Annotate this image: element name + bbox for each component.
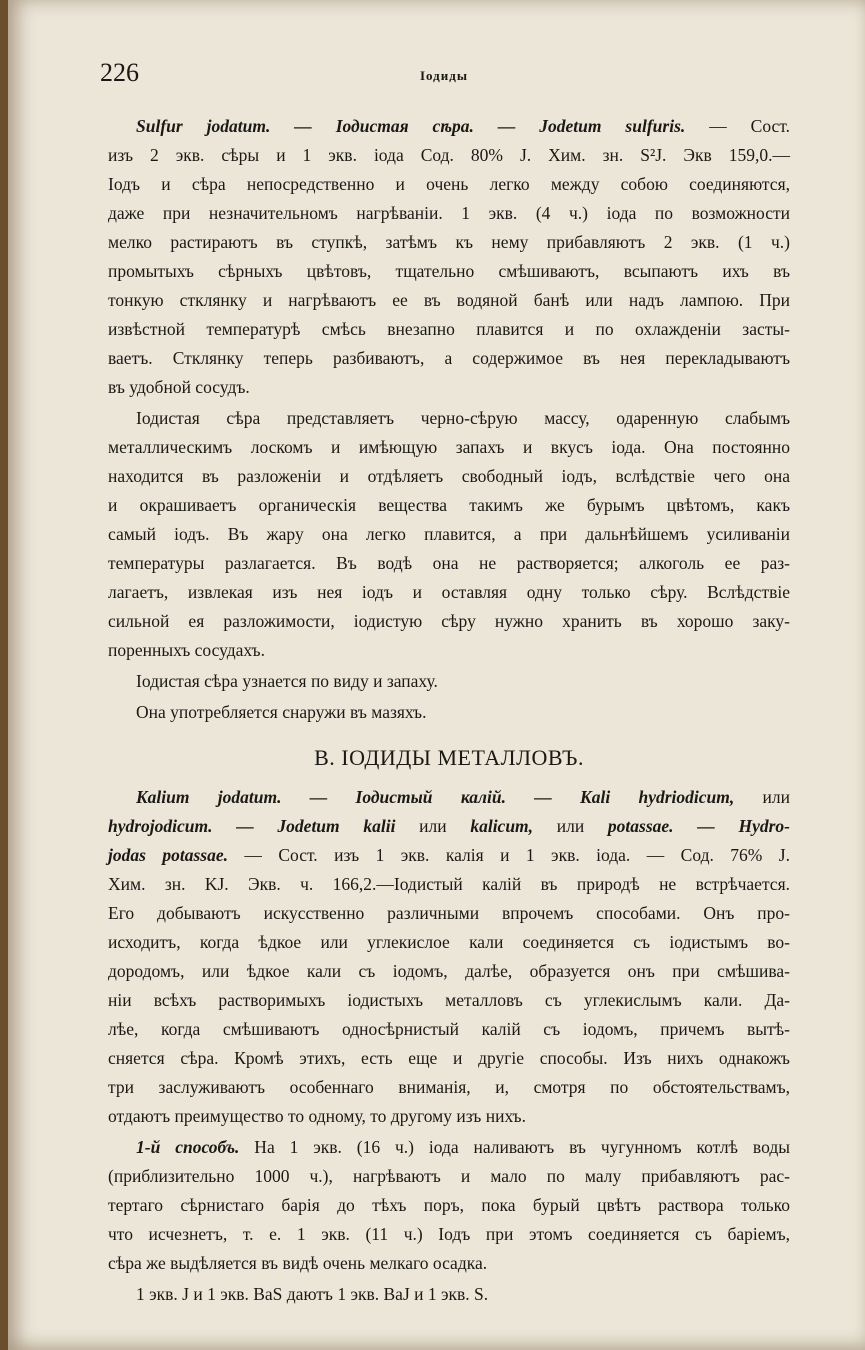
text-run: находится въ разложеніи и отдѣляетъ свободный іодъ, вслѣдствіе чего она xyxy=(108,466,790,486)
text-run: (приблизительно 1000 ч.), нагрѣваютъ и мало по малу прибавляютъ рас- xyxy=(108,1166,790,1186)
text-line xyxy=(108,841,790,870)
italic-term: jodas potassae. xyxy=(108,845,228,865)
book-page xyxy=(8,0,865,1350)
text-line xyxy=(108,286,790,315)
text-line xyxy=(108,928,790,957)
running-head: Іодиды xyxy=(420,68,468,83)
text-run: ніи всѣхъ растворимыхъ іодистыхъ металловъ съ углекислымъ кали. Да- xyxy=(108,990,790,1010)
italic-term: Sulfur jodatum. — Іодистая сѣра. — Jodetum sulfuris. xyxy=(136,116,686,136)
page-body xyxy=(108,112,790,1309)
text-line xyxy=(108,141,790,170)
text-run: сѣра же выдѣляется въ видѣ очень мелкаго осадка. xyxy=(108,1253,488,1273)
text-run: Іодъ и сѣра непосредственно и очень легко между собою соединяются, xyxy=(108,174,790,194)
section-title: B. ІОДИДЫ МЕТАЛЛОВЪ. xyxy=(314,745,584,770)
page-header xyxy=(100,58,790,98)
text-line xyxy=(108,112,790,141)
text-run: что исчезнетъ, т. е. 1 экв. (11 ч.) Іодъ при этомъ соединяется съ баріемъ, xyxy=(108,1224,790,1244)
text-line xyxy=(108,1133,790,1162)
text-line xyxy=(108,899,790,928)
paragraph xyxy=(108,1280,790,1309)
paragraph xyxy=(108,112,790,402)
text-line xyxy=(108,578,790,607)
text-line xyxy=(108,549,790,578)
text-line xyxy=(108,1220,790,1249)
paragraph xyxy=(108,667,790,696)
paragraph xyxy=(108,1133,790,1278)
italic-term: 1-й способъ. xyxy=(136,1137,240,1157)
text-run: металлическимъ лоскомъ и имѣющую запахъ и вкусъ іода. Она постоянно xyxy=(108,437,790,457)
text-line xyxy=(108,491,790,520)
text-line xyxy=(108,957,790,986)
text-line xyxy=(108,170,790,199)
text-run: изъ 2 экв. сѣры и 1 экв. іода Сод. 80% J. Хим. зн. S²J. Экв 159,0.— xyxy=(108,145,790,165)
text-run: Іодистая сѣра узнается по виду и запаху. xyxy=(136,671,438,691)
text-run: Хим. зн. KJ. Экв. ч. 166,2.—Іодистый калій въ природѣ не встрѣчается. xyxy=(108,874,790,894)
text-run: промытыхъ сѣрныхъ цвѣтовъ, тщательно смѣшиваютъ, всыпаютъ ихъ въ xyxy=(108,261,790,281)
text-line xyxy=(108,257,790,286)
text-line xyxy=(108,1162,790,1191)
text-line xyxy=(108,199,790,228)
paragraph xyxy=(108,698,790,727)
text-line xyxy=(108,228,790,257)
text-run: тонкую стклянку и нагрѣваютъ ее въ водяной банѣ или надъ лампою. При xyxy=(108,290,790,310)
text-run: мелко растираютъ въ ступкѣ, затѣмъ къ нему прибавляютъ 2 экв. (1 ч.) xyxy=(108,232,790,252)
italic-term: hydrojodicum. — Jodetum kalii xyxy=(108,816,396,836)
text-run: сильной ея разложимости, іодистую сѣру нужно хранить въ хорошо заку- xyxy=(108,611,790,631)
text-run: Она употребляется снаружи въ мазяхъ. xyxy=(136,702,427,722)
italic-term: Kalium jodatum. — Іодистый калій. — Kali hydriodicum, xyxy=(136,787,735,807)
text-run: поренныхъ сосудахъ. xyxy=(108,640,265,660)
text-run: исходитъ, когда ѣдкое или углекислое кали соединяется съ іодистымъ во- xyxy=(108,932,790,952)
text-run: температуры разлагается. Въ водѣ она не растворяется; алкоголь ее раз- xyxy=(108,553,790,573)
text-run: и окрашиваетъ органическія вещества такимъ же бурымъ цвѣтомъ, какъ xyxy=(108,495,790,515)
text-line xyxy=(108,667,790,696)
text-run: — Сост. xyxy=(685,116,790,136)
text-line xyxy=(108,1102,790,1131)
text-run: тертаго сѣрнистаго барія до тѣхъ поръ, пока бурый цвѣтъ раствора только xyxy=(108,1195,790,1215)
paragraph xyxy=(108,404,790,665)
text-run: Іодистая сѣра представляетъ черно-сѣрую массу, одаренную слабымъ xyxy=(136,408,790,428)
text-run: или xyxy=(734,787,790,807)
italic-term: kalicum, xyxy=(470,816,534,836)
text-line xyxy=(108,812,790,841)
text-run: отдаютъ преимущество то одному, то другому изъ нихъ. xyxy=(108,1106,526,1126)
text-line xyxy=(108,607,790,636)
text-line xyxy=(108,1073,790,1102)
text-run: лѣе, когда смѣшиваютъ односѣрнистый калій съ іодомъ, причемъ вытѣ- xyxy=(108,1019,790,1039)
text-line xyxy=(108,433,790,462)
text-run: или xyxy=(395,816,471,836)
paragraph xyxy=(108,783,790,1131)
text-line xyxy=(108,462,790,491)
text-run: Его добываютъ искусственно различными впрочемъ способами. Онъ про- xyxy=(108,903,790,923)
text-block-sulfur xyxy=(108,112,790,727)
text-line xyxy=(108,1044,790,1073)
text-run: три заслуживаютъ особеннаго вниманія, и, смотря по обстоятельствамъ, xyxy=(108,1077,790,1097)
text-run: извѣстной температурѣ смѣсь внезапно плавится и по охлажденіи засты- xyxy=(108,319,790,339)
text-run: сняется сѣра. Кромѣ этихъ, есть еще и другіе способы. Изъ нихъ однакожъ xyxy=(108,1048,790,1068)
text-run: дородомъ, или ѣдкое кали съ іодомъ, далѣе, образуется онъ при смѣшива- xyxy=(108,961,790,981)
text-line xyxy=(108,520,790,549)
text-run: лагаетъ, извлекая изъ нея іодъ и оставляя одну только сѣру. Вслѣдствіе xyxy=(108,582,790,602)
text-line xyxy=(108,1280,790,1309)
text-line xyxy=(108,986,790,1015)
text-block-kalium xyxy=(108,783,790,1309)
text-run: ваетъ. Стклянку теперь разбиваютъ, а содержимое въ нея перекладываютъ xyxy=(108,348,790,368)
text-run: — Сост. изъ 1 экв. калія и 1 экв. іода. — Сод. 76% J. xyxy=(227,845,790,865)
text-line xyxy=(108,783,790,812)
italic-term: potassae. — Hydro- xyxy=(607,816,790,836)
text-run: На 1 экв. (16 ч.) іода наливаютъ въ чугунномъ котлѣ воды xyxy=(239,1137,790,1157)
text-line xyxy=(108,636,790,665)
text-line xyxy=(108,1015,790,1044)
text-run: 1 экв. J и 1 экв. BaS даютъ 1 экв. BaJ и 1 экв. S. xyxy=(136,1284,489,1304)
text-run: въ удобной сосудъ. xyxy=(108,377,250,397)
text-line xyxy=(108,404,790,433)
text-run: самый іодъ. Въ жару она легко плавится, а при дальнѣйшемъ усиливаніи xyxy=(108,524,790,544)
page-number: 226 xyxy=(100,58,139,87)
text-line xyxy=(108,1191,790,1220)
text-line xyxy=(108,344,790,373)
text-run: или xyxy=(533,816,608,836)
text-line xyxy=(108,870,790,899)
text-line xyxy=(108,698,790,727)
text-line xyxy=(108,1249,790,1278)
text-line xyxy=(108,315,790,344)
text-run: даже при незначительномъ нагрѣваніи. 1 экв. (4 ч.) іода по возможности xyxy=(108,203,790,223)
text-line xyxy=(108,373,790,402)
